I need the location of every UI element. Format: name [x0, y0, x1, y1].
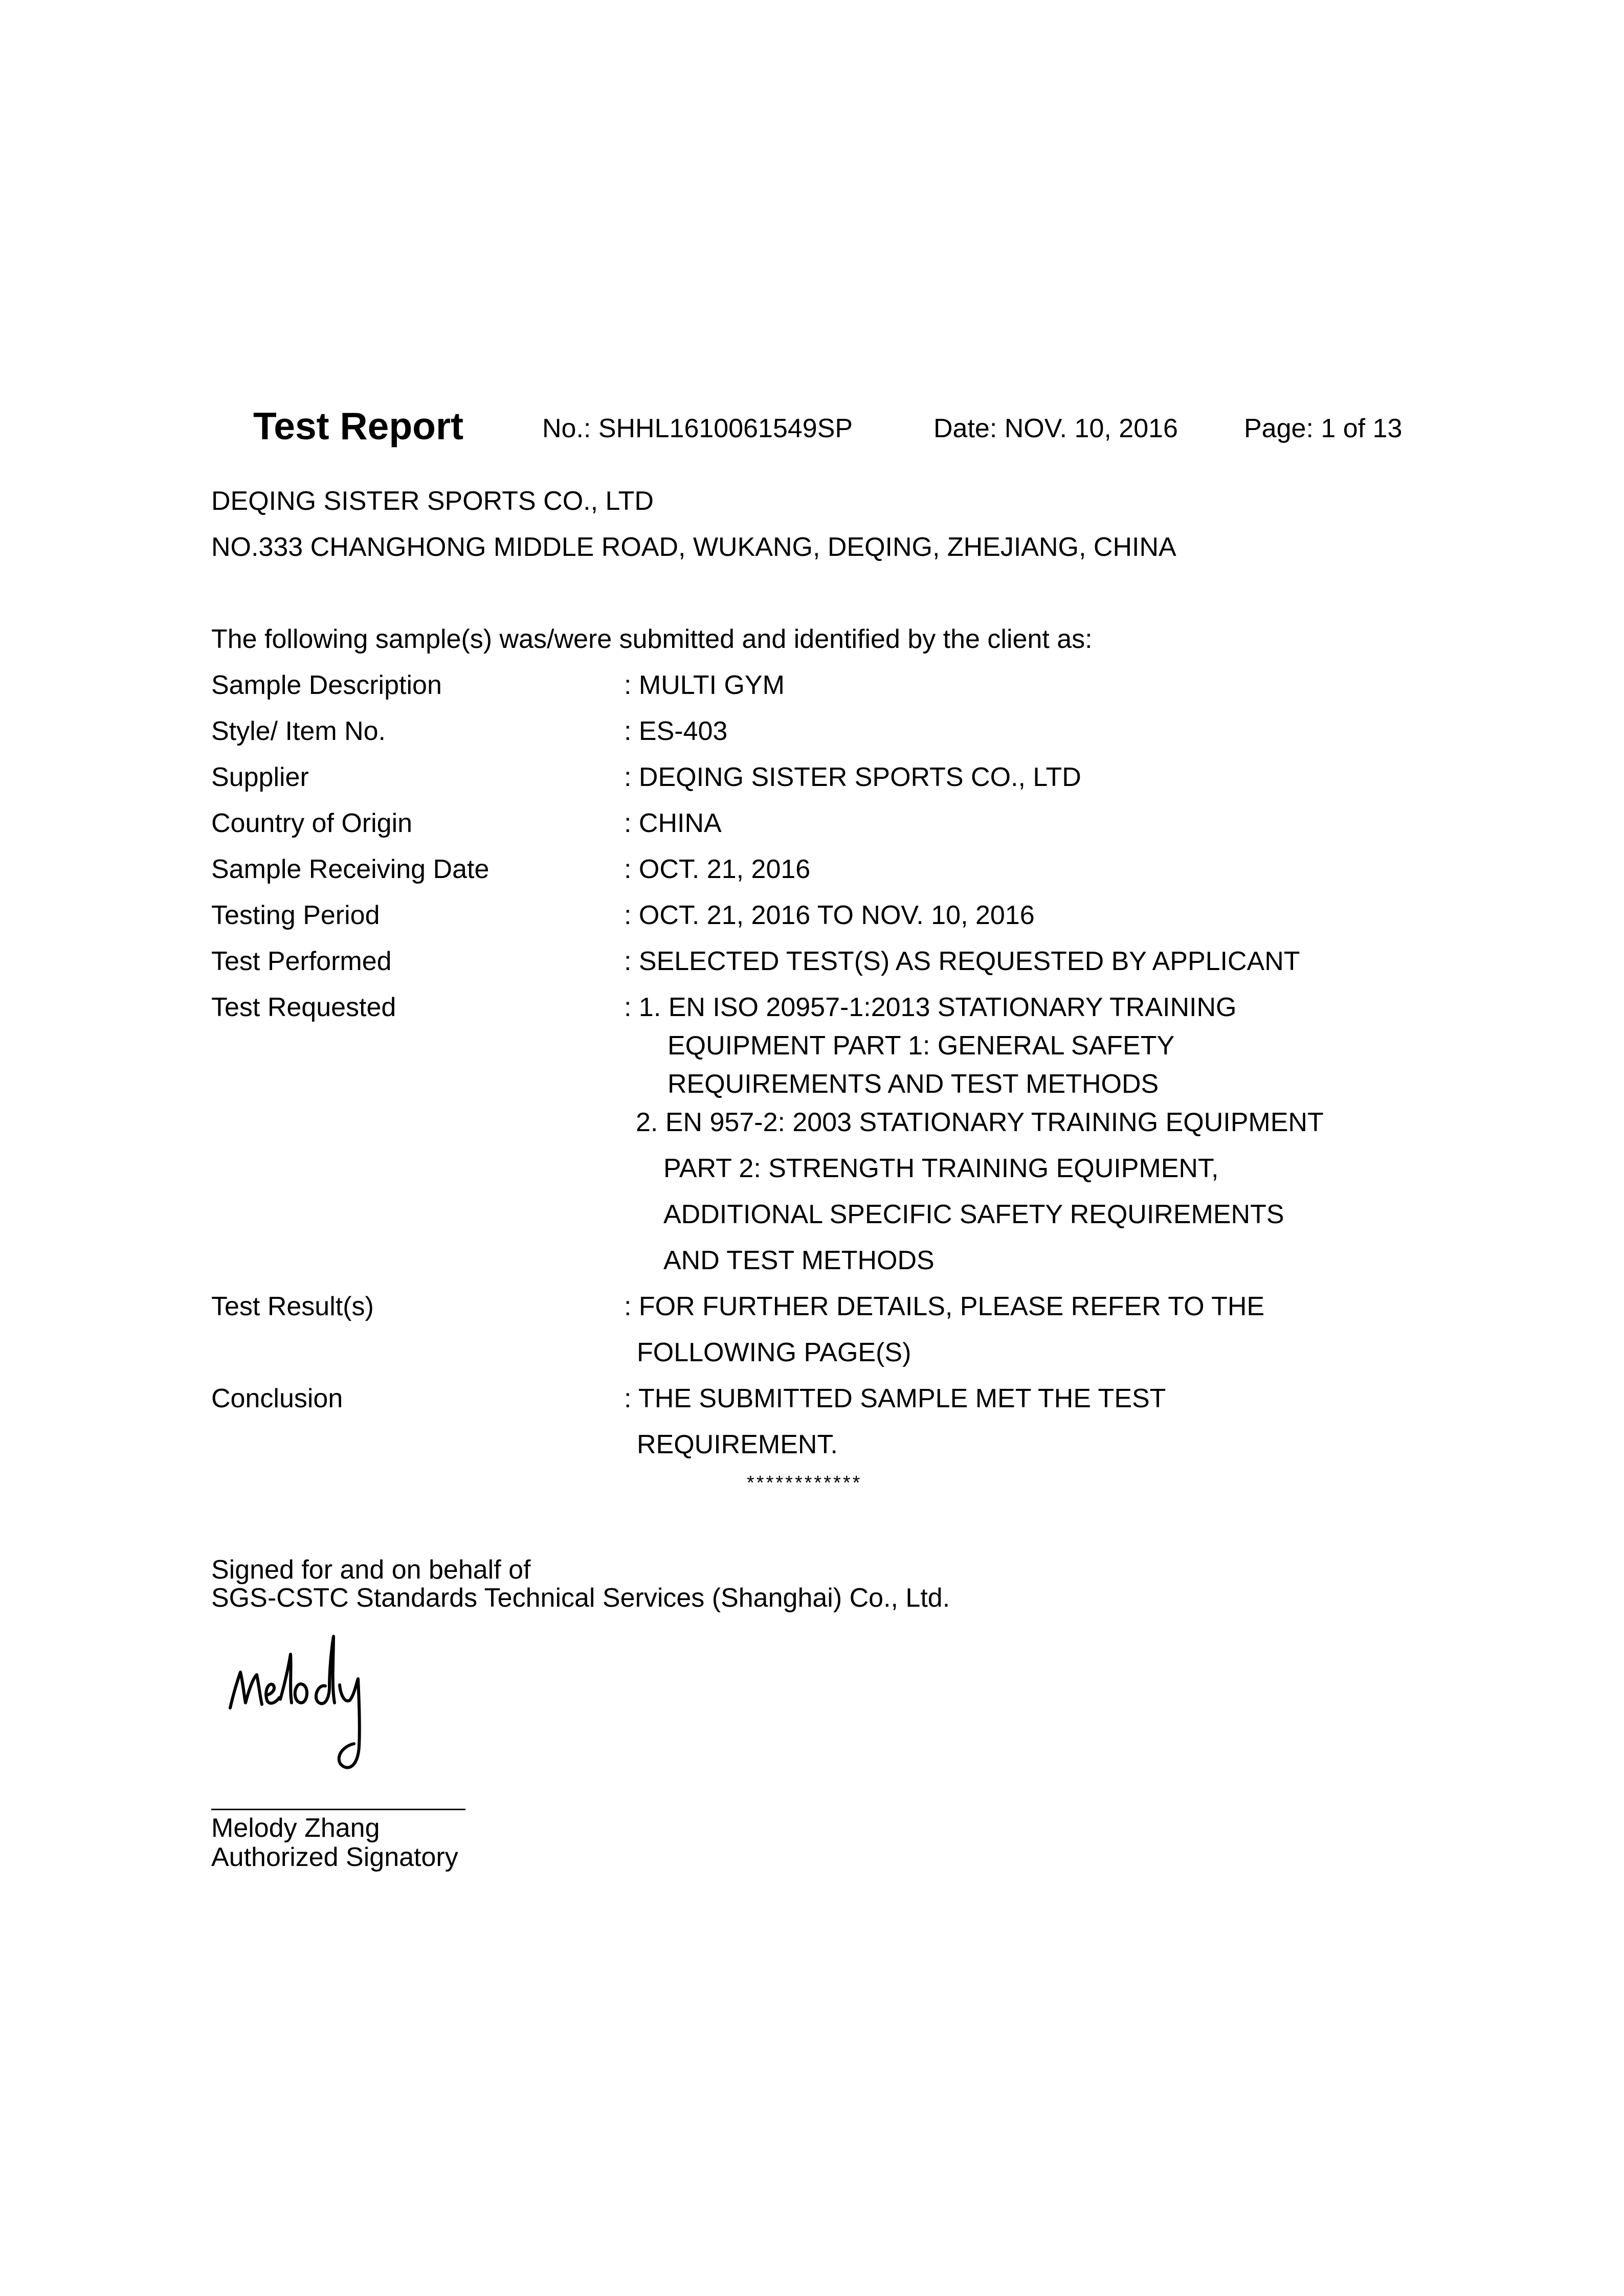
sample-description-label: Sample Description: [211, 670, 442, 700]
supplier-value: : DEQING SISTER SPORTS CO., LTD: [624, 762, 1081, 792]
test-performed-value: : SELECTED TEST(S) AS REQUESTED BY APPLICANT: [624, 947, 1300, 976]
client-address: NO.333 CHANGHONG MIDDLE ROAD, WUKANG, DEQING, ZHEJIANG, CHINA: [211, 532, 1176, 562]
style-item-label: Style/ Item No.: [211, 716, 386, 746]
end-separator: ************: [747, 1472, 862, 1494]
page-number: Page: 1 of 13: [1244, 414, 1403, 443]
testing-period-value: : OCT. 21, 2016 TO NOV. 10, 2016: [624, 901, 1035, 930]
intro-text: The following sample(s) was/were submitted and identified by the client as:: [211, 624, 1093, 654]
country-origin-value: : CHINA: [624, 808, 722, 838]
report-date: Date: NOV. 10, 2016: [933, 414, 1178, 443]
test-results-label: Test Result(s): [211, 1292, 374, 1321]
test-requested-line: : 1. EN ISO 20957-1:2013 STATIONARY TRAINING: [624, 993, 1237, 1022]
report-title: Test Report: [253, 404, 464, 447]
receiving-date-value: : OCT. 21, 2016: [624, 854, 811, 884]
conclusion-line: : THE SUBMITTED SAMPLE MET THE TEST: [624, 1384, 1166, 1413]
signer-name: Melody Zhang: [211, 1813, 380, 1843]
signer-title: Authorized Signatory: [211, 1842, 458, 1872]
test-requested-line: PART 2: STRENGTH TRAINING EQUIPMENT,: [663, 1154, 1219, 1183]
test-requested-line: 2. EN 957-2: 2003 STATIONARY TRAINING EQUIPMENT: [636, 1108, 1324, 1137]
test-performed-label: Test Performed: [211, 947, 392, 976]
test-requested-line: ADDITIONAL SPECIFIC SAFETY REQUIREMENTS: [663, 1200, 1284, 1229]
handwritten-signature: [220, 1618, 414, 1787]
receiving-date-label: Sample Receiving Date: [211, 854, 490, 884]
test-results-line: FOLLOWING PAGE(S): [637, 1338, 911, 1367]
company-name: SGS-CSTC Standards Technical Services (Shanghai) Co., Ltd.: [211, 1583, 950, 1613]
signed-for-text: Signed for and on behalf of: [211, 1555, 531, 1585]
style-item-value: : ES-403: [624, 716, 728, 746]
testing-period-label: Testing Period: [211, 901, 380, 930]
test-requested-line: AND TEST METHODS: [663, 1246, 935, 1275]
conclusion-label: Conclusion: [211, 1384, 343, 1413]
test-requested-line: REQUIREMENTS AND TEST METHODS: [668, 1069, 1159, 1099]
signature-line: [211, 1809, 465, 1810]
report-number: No.: SHHL1610061549SP: [542, 414, 853, 443]
country-origin-label: Country of Origin: [211, 808, 413, 838]
test-requested-line: EQUIPMENT PART 1: GENERAL SAFETY: [668, 1031, 1175, 1061]
sample-description-value: : MULTI GYM: [624, 670, 785, 700]
client-name: DEQING SISTER SPORTS CO., LTD: [211, 486, 654, 516]
supplier-label: Supplier: [211, 762, 309, 792]
test-requested-label: Test Requested: [211, 993, 396, 1022]
test-results-line: : FOR FURTHER DETAILS, PLEASE REFER TO THE: [624, 1292, 1265, 1321]
conclusion-line: REQUIREMENT.: [637, 1430, 838, 1459]
